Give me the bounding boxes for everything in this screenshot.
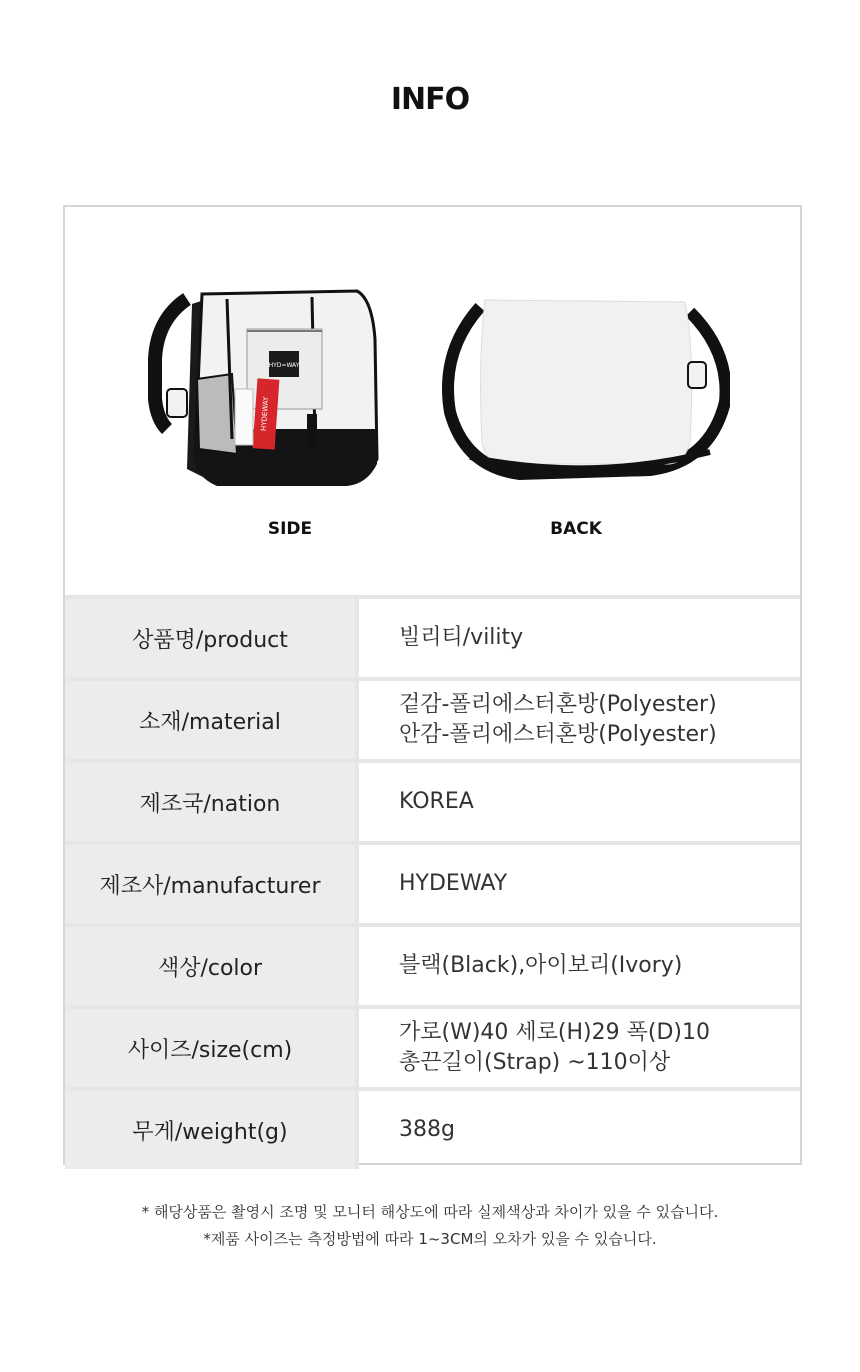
spec-value xyxy=(357,1007,800,1089)
product-photos xyxy=(65,207,800,595)
spec-value-line: KOREA xyxy=(399,789,474,814)
spec-value-line: 가로(W)40 세로(H)29 폭(D)10 xyxy=(399,1020,710,1045)
spec-value xyxy=(357,1089,800,1169)
notice-color: * 해당상품은 촬영시 조명 및 모니터 해상도에 따라 실제색상과 차이가 있을 수 있습니다. xyxy=(141,1203,719,1221)
spec-value xyxy=(357,597,800,679)
spec-row xyxy=(65,679,800,761)
bag-patch-text: HYD=WAY xyxy=(268,362,300,369)
spec-value-line: 안감-폴리에스터혼방(Polyester) xyxy=(399,722,717,747)
tag-text: HYDEWAY xyxy=(259,396,271,432)
spec-row xyxy=(65,843,800,925)
spec-value xyxy=(357,925,800,1007)
spec-value xyxy=(357,679,800,761)
bag-back-image xyxy=(440,292,730,487)
notice-size: *제품 사이즈는 측정방법에 따라 1~3CM의 오차가 있을 수 있습니다. xyxy=(203,1230,657,1248)
spec-value-line: 총끈길이(Strap) ~110이상 xyxy=(399,1050,671,1075)
caption-side: SIDE xyxy=(267,519,313,539)
spec-value xyxy=(357,843,800,925)
spec-value xyxy=(357,761,800,843)
spec-row xyxy=(65,1089,800,1169)
spec-row xyxy=(65,761,800,843)
spec-value-line: 겉감-폴리에스터혼방(Polyester) xyxy=(399,692,717,717)
spec-value-line: 388g xyxy=(399,1117,455,1142)
caption-back: BACK xyxy=(550,519,602,539)
spec-label: 제조국/nation xyxy=(65,761,357,843)
spec-value-line: 빌리티/vility xyxy=(399,625,524,650)
spec-label: 사이즈/size(cm) xyxy=(65,1007,357,1089)
spec-label: 무게/weight(g) xyxy=(65,1089,357,1169)
spec-row xyxy=(65,597,800,679)
spec-label: 제조사/manufacturer xyxy=(65,843,357,925)
spec-label: 색상/color xyxy=(65,925,357,1007)
spec-value-line: HYDEWAY xyxy=(399,871,508,896)
spec-row xyxy=(65,1007,800,1089)
info-frame xyxy=(63,205,802,1165)
spec-label: 소재/material xyxy=(65,679,357,761)
spec-label: 상품명/product xyxy=(65,597,357,679)
bag-side-image xyxy=(147,279,387,499)
spec-row xyxy=(65,925,800,1007)
spec-value-line: 블랙(Black),아이보리(Ivory) xyxy=(399,953,683,978)
spec-table xyxy=(65,595,800,1169)
page-title: INFO xyxy=(390,82,470,117)
